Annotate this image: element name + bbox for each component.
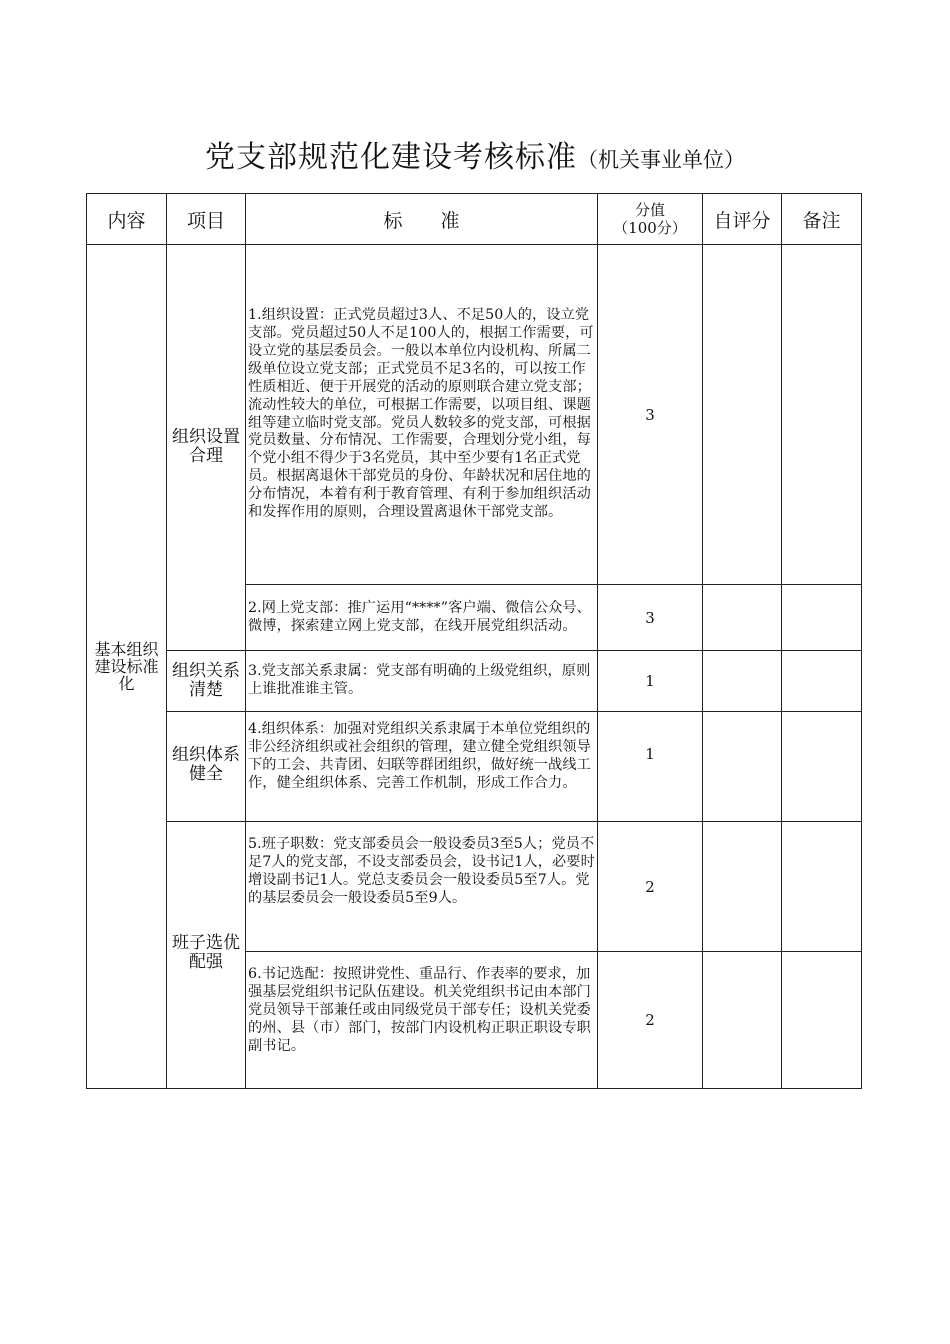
content-category: 基本组织建设标准化 [94,640,159,693]
title-main: 党支部规范化建设考核标准 [205,140,577,175]
score-cell: 3 [598,585,703,651]
item-label: 组织关系清楚 [172,661,240,700]
table-header-row [87,194,862,245]
page-title [0,132,950,176]
standard-cell [246,712,598,822]
header-score-label: 分值 [634,201,665,219]
header-self-score: 自评分 [703,194,782,245]
standard-cell: 2.网上党支部：推广运用“****”客户端、微信公众号、微博，探索建立网上党支部，在线开展党组织活动。 [246,585,598,651]
remarks-cell[interactable] [782,651,862,712]
self-score-cell[interactable] [703,952,782,1089]
standard-cell: 3.党支部关系隶属：党支部有明确的上级党组织，原则上谁批准谁主管。 [246,651,598,712]
assessment-table [86,193,862,1089]
header-score [598,194,703,245]
table-row [87,651,862,712]
self-score-cell[interactable] [703,822,782,952]
score-cell: 1 [598,651,703,712]
header-score-total: （100分） [613,219,687,237]
remarks-cell[interactable] [782,952,862,1089]
remarks-cell[interactable] [782,245,862,585]
header-remarks: 备注 [782,194,862,245]
self-score-cell[interactable] [703,651,782,712]
standard-cell [246,952,598,1089]
score-cell: 2 [598,822,703,952]
item-cell [167,822,246,1089]
remarks-cell[interactable] [782,822,862,952]
remarks-cell[interactable] [782,712,862,822]
title-subtitle: （机关事业单位） [577,148,745,172]
standard-cell: 1.组织设置：正式党员超过3人、不足50人的，设立党支部。党员超过50人不足100人的，根据工作需要，可设立党的基层委员会。一般以本单位内设机构、所属二级单位设立党支部；正式党员不足3名的，可以按工作性质相近、便于开展党的活动的原则联合建立党支部；流动性较大的单位，可根据工作需要，以项目组、课题组等建立临时党支部。党员人数较多的党支部，可根据党员数量、分布情况、工作需要，合理划分党小组，每个党小组不得少于3名党员，其中至少要有1名正式党员。根据离退休干部党员的身份、年龄状况和居住地的分布情况，本着有利于教育管理、有利于参加组织活动和发挥作用的原则，合理设置离退休干部党支部。 [246,245,598,585]
self-score-cell[interactable] [703,712,782,822]
item-cell [167,245,246,651]
score-cell: 2 [598,952,703,1089]
table-row [87,822,862,952]
score-cell: 3 [598,245,703,585]
content-category-cell [87,245,167,1089]
item-label: 组织设置合理 [172,427,240,466]
standard-text: 4.组织体系：加强对党组织关系隶属于本单位党组织的非公经济组织或社会组织的管理，建立健全党组织领导下的工会、共青团、妇联等群团组织，做好统一战线工作，健全组织体系、完善工作机制，形成工作合力。 [248,721,591,791]
remarks-cell[interactable] [782,585,862,651]
item-label: 班子选优配强 [172,933,240,972]
standard-text: 6.书记选配：按照讲党性、重品行、作表率的要求，加强基层党组织书记队伍建设。机关党组织书记由本部门党员领导干部兼任或由同级党员干部专任；设机关党委的州、县（市）部门，按部门内设机构正职正职设专职副书记。 [248,966,591,1054]
header-standard: 标 准 [246,194,598,245]
item-cell [167,712,246,822]
standard-cell [246,822,598,952]
table-row [87,712,862,822]
self-score-cell[interactable] [703,245,782,585]
standard-text: 5.班子职数：党支部委员会一般设委员3至5人；党员不足7人的党支部，不设支部委员会，设书记1人，必要时增设副书记1人。党总支委员会一般设委员5至7人。党的基层委员会一般设委员5至9人。 [248,836,595,906]
item-label: 组织体系健全 [172,745,240,784]
table-row [87,245,862,585]
score-cell [598,712,703,822]
score-value: 1 [645,744,655,763]
item-cell [167,651,246,712]
self-score-cell[interactable] [703,585,782,651]
header-content: 内容 [87,194,167,245]
header-item: 项目 [167,194,246,245]
